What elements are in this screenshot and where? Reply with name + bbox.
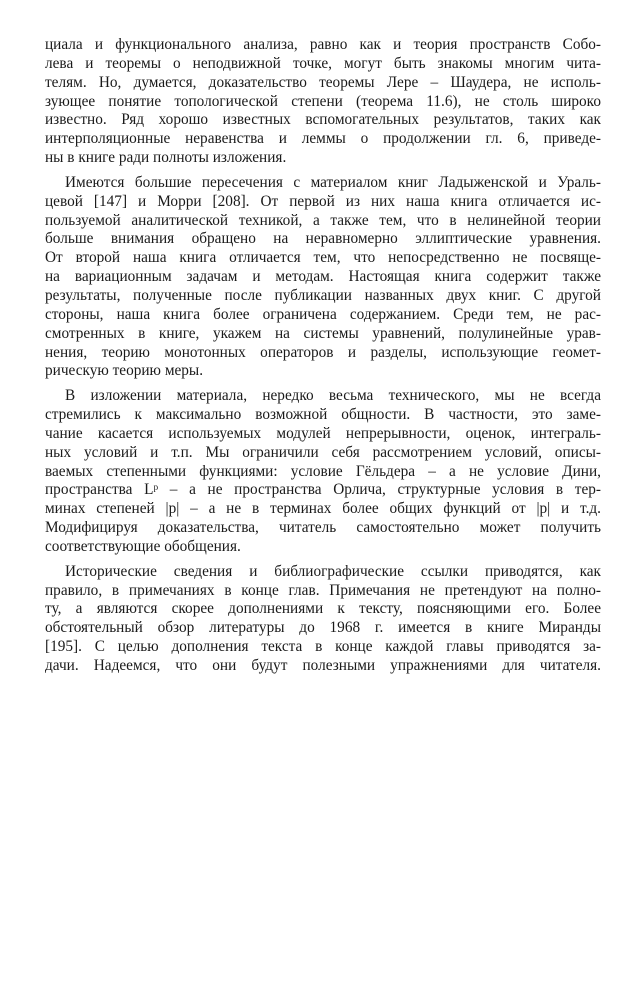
text-line: интерполяционные неравенства и леммы о продолжении гл. 6, приведе- (45, 130, 601, 148)
text-line: ны в книге ради полноты изложения. (45, 149, 287, 167)
text-line: стремились к максимально возможной общности. В частности, это заме- (45, 406, 601, 424)
text-line: минах степеней |p| – а не в терминах более общих функций от |p| и т.д. (45, 500, 601, 518)
text-line: В изложении материала, нередко весьма технического, мы не всегда (65, 387, 601, 405)
text-line: на вариационным задачам и методам. Настоящая книга содержит также (45, 268, 601, 286)
text-line: Исторические сведения и библиографические ссылки приводятся, как (65, 562, 601, 580)
text-line: обстоятельный обзор литературы до 1968 г. имеется в книге Миранды (45, 619, 601, 637)
text-line: чание касается используемых модулей непрерывности, оценок, интеграль- (45, 424, 601, 442)
text-line: нения, теорию монотонных операторов и разделы, использующие геомет- (45, 343, 601, 361)
text-line: циала и функционального анализа, равно как и теория пространств Собо- (45, 36, 601, 53)
text-line: От второй наша книга отличается тем, что непосредственно не посвяще- (45, 249, 601, 267)
text-line: [195]. С целью дополнения текста в конце каждой главы приводятся за- (45, 638, 601, 656)
text-line: стороны, наша книга более ограничена содержанием. Среди тем, не рас- (45, 305, 601, 323)
text-line: результаты, полученные после публикации названных двух книг. С другой (45, 286, 601, 304)
text-line: Имеются большие пересечения с материалом книг Ладыженской и Ураль- (65, 173, 601, 191)
paragraph-4 (45, 563, 601, 676)
text-line: ваемых степенными функциями: условие Гёльдера – а не условие Дини, (45, 462, 601, 480)
text-line: ту, а являются скорее дополнениями к тексту, поясняющими его. Более (45, 600, 601, 618)
paragraph-2 (45, 174, 601, 381)
text-line: пространства Lᵖ – а не пространства Орлича, структурные условия в тер- (45, 481, 601, 499)
text-line: смотренных в книге, укажем на системы уравнений, полулинейные урав- (45, 324, 601, 342)
text-line: дачи. Надеемся, что они будут полезными упражнениями для читателя. (45, 657, 601, 674)
text-line: лева и теоремы о неподвижной точке, могут быть знакомы многим чита- (45, 54, 601, 72)
text-line: соответствующие обобщения. (45, 537, 241, 555)
text-line: пользуемой аналитической техникой, а также тем, что в нелинейной теории (45, 211, 601, 229)
text-line: больше внимания обращено на неравномерно эллиптические уравнения. (45, 230, 601, 248)
document-page (45, 36, 601, 676)
text-line: правило, в примечаниях в конце глав. Примечания не претендуют на полно- (45, 581, 601, 599)
text-line: рическую теорию меры. (45, 362, 204, 380)
text-line: известно. Ряд хорошо известных вспомогательных результатов, таких как (45, 111, 601, 129)
paragraph-3 (45, 387, 601, 557)
text-line: Модифицируя доказательства, читатель самостоятельно может получить (45, 519, 601, 537)
text-line: телям. Но, думается, доказательство теоремы Лере – Шаудера, не исполь- (45, 73, 601, 91)
text-line: цевой [147] и Морри [208]. От первой из них наша книга отличается ис- (45, 192, 601, 210)
text-line: ных условий и т.п. Мы ограничили себя рассмотрением условий, описы- (45, 443, 601, 461)
text-line: зующее понятие топологической степени (теорема 11.6), не столь широко (45, 92, 601, 110)
paragraph-1 (45, 36, 601, 168)
